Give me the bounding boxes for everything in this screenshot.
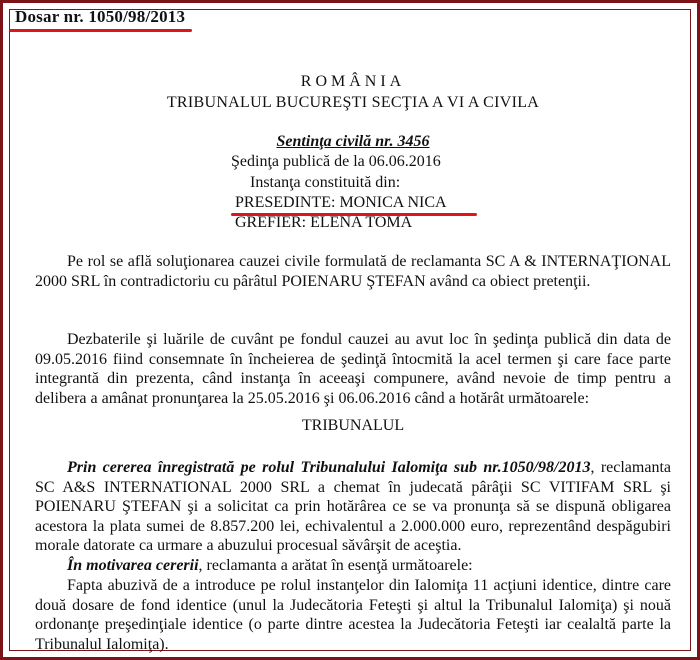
section-heading-tribunal: TRIBUNALUL xyxy=(301,417,405,434)
case-number-underline xyxy=(9,29,192,32)
paragraph-text: Dezbaterile şi luările de cuvânt pe fondul cauzei au avut loc în şedinţa publică din data de 09.05.2016 fiind consemnate în încheierea de şedinţă întocmită la acel termen şi care face parte integrantă din prezenta, când instanţa în aceeaşi compunere, având nevoie de timp pentru a delibera a amânat pronunţarea la 25.05.2016 şi 06.06.2016 când a hotărât următoarele: xyxy=(35,331,671,407)
court-clerk: GREFIER: ELENA TOMA xyxy=(235,214,413,231)
hearing-date: Şedinţa publică de la 06.06.2016 xyxy=(231,153,441,170)
paragraph-deliberation xyxy=(35,330,671,408)
paragraph-subject xyxy=(35,252,671,291)
presiding-judge: PRESEDINTE: MONICA NICA xyxy=(235,194,447,211)
claim-lead: Prin cererea înregistrată pe rolul Tribunalului Ialomiţa sub nr.1050/98/2013 xyxy=(67,459,591,476)
court-heading: TRIBUNALUL BUCUREŞTI SECŢIA A VI A CIVILA xyxy=(166,94,540,111)
claim-rest: , reclamanta SC A&S INTERNATIONAL 2000 SRL a chemat în judecată pârâţii SC VITIFAM SRL şi POIENARU ŞTEFAN şi a solicitat ca prin hotărârea ce se va pronunţa să se dispună obligarea acestora la plata sumei de 8.857.200 lei, echivalentul a 2.000.000 euro, reprezentând despăgubiri morale datorate ca urmare a abuzului procesual săvârşit de aceştia. xyxy=(35,459,672,554)
sentence-title: Sentinţa civilă nr. 3456 xyxy=(276,133,430,150)
paragraph-facts xyxy=(35,576,671,654)
reasoning-lead: În motivarea cererii xyxy=(67,557,199,574)
paragraph-text: Pe rol se află soluţionarea cauzei civile formulată de reclamanta SC A & INTERNAŢIONAL 2000 SRL în contradictoriu cu pârâtul POIENARU ŞTEFAN având ca obiect pretenţii. xyxy=(35,253,671,290)
paragraph-reasoning xyxy=(35,556,671,576)
paragraph-text xyxy=(35,556,671,576)
paragraph-text: Fapta abuzivă de a introduce pe rolul instanţelor din Ialomiţa 11 acţiuni identice, dintre care două dosare de fond identice (unul la Judecătoria Feteşti şi altul la Tribunalul Ialomiţa) şi nouă ordonanţe preşedinţiale identice (o parte dintre acestea la Judecătoria Feteşti iar cealaltă parte la Tribunalul Ialomiţa). xyxy=(35,577,671,653)
paragraph-text xyxy=(35,458,671,556)
court-composition-label: Instanţa constituită din: xyxy=(250,174,401,191)
reasoning-rest: , reclamanta a arătat în esenţă următoarele: xyxy=(198,557,473,574)
country-heading: ROMÂNIA xyxy=(300,73,406,90)
case-number: Dosar nr. 1050/98/2013 xyxy=(15,7,186,26)
paragraph-claim xyxy=(35,458,671,556)
